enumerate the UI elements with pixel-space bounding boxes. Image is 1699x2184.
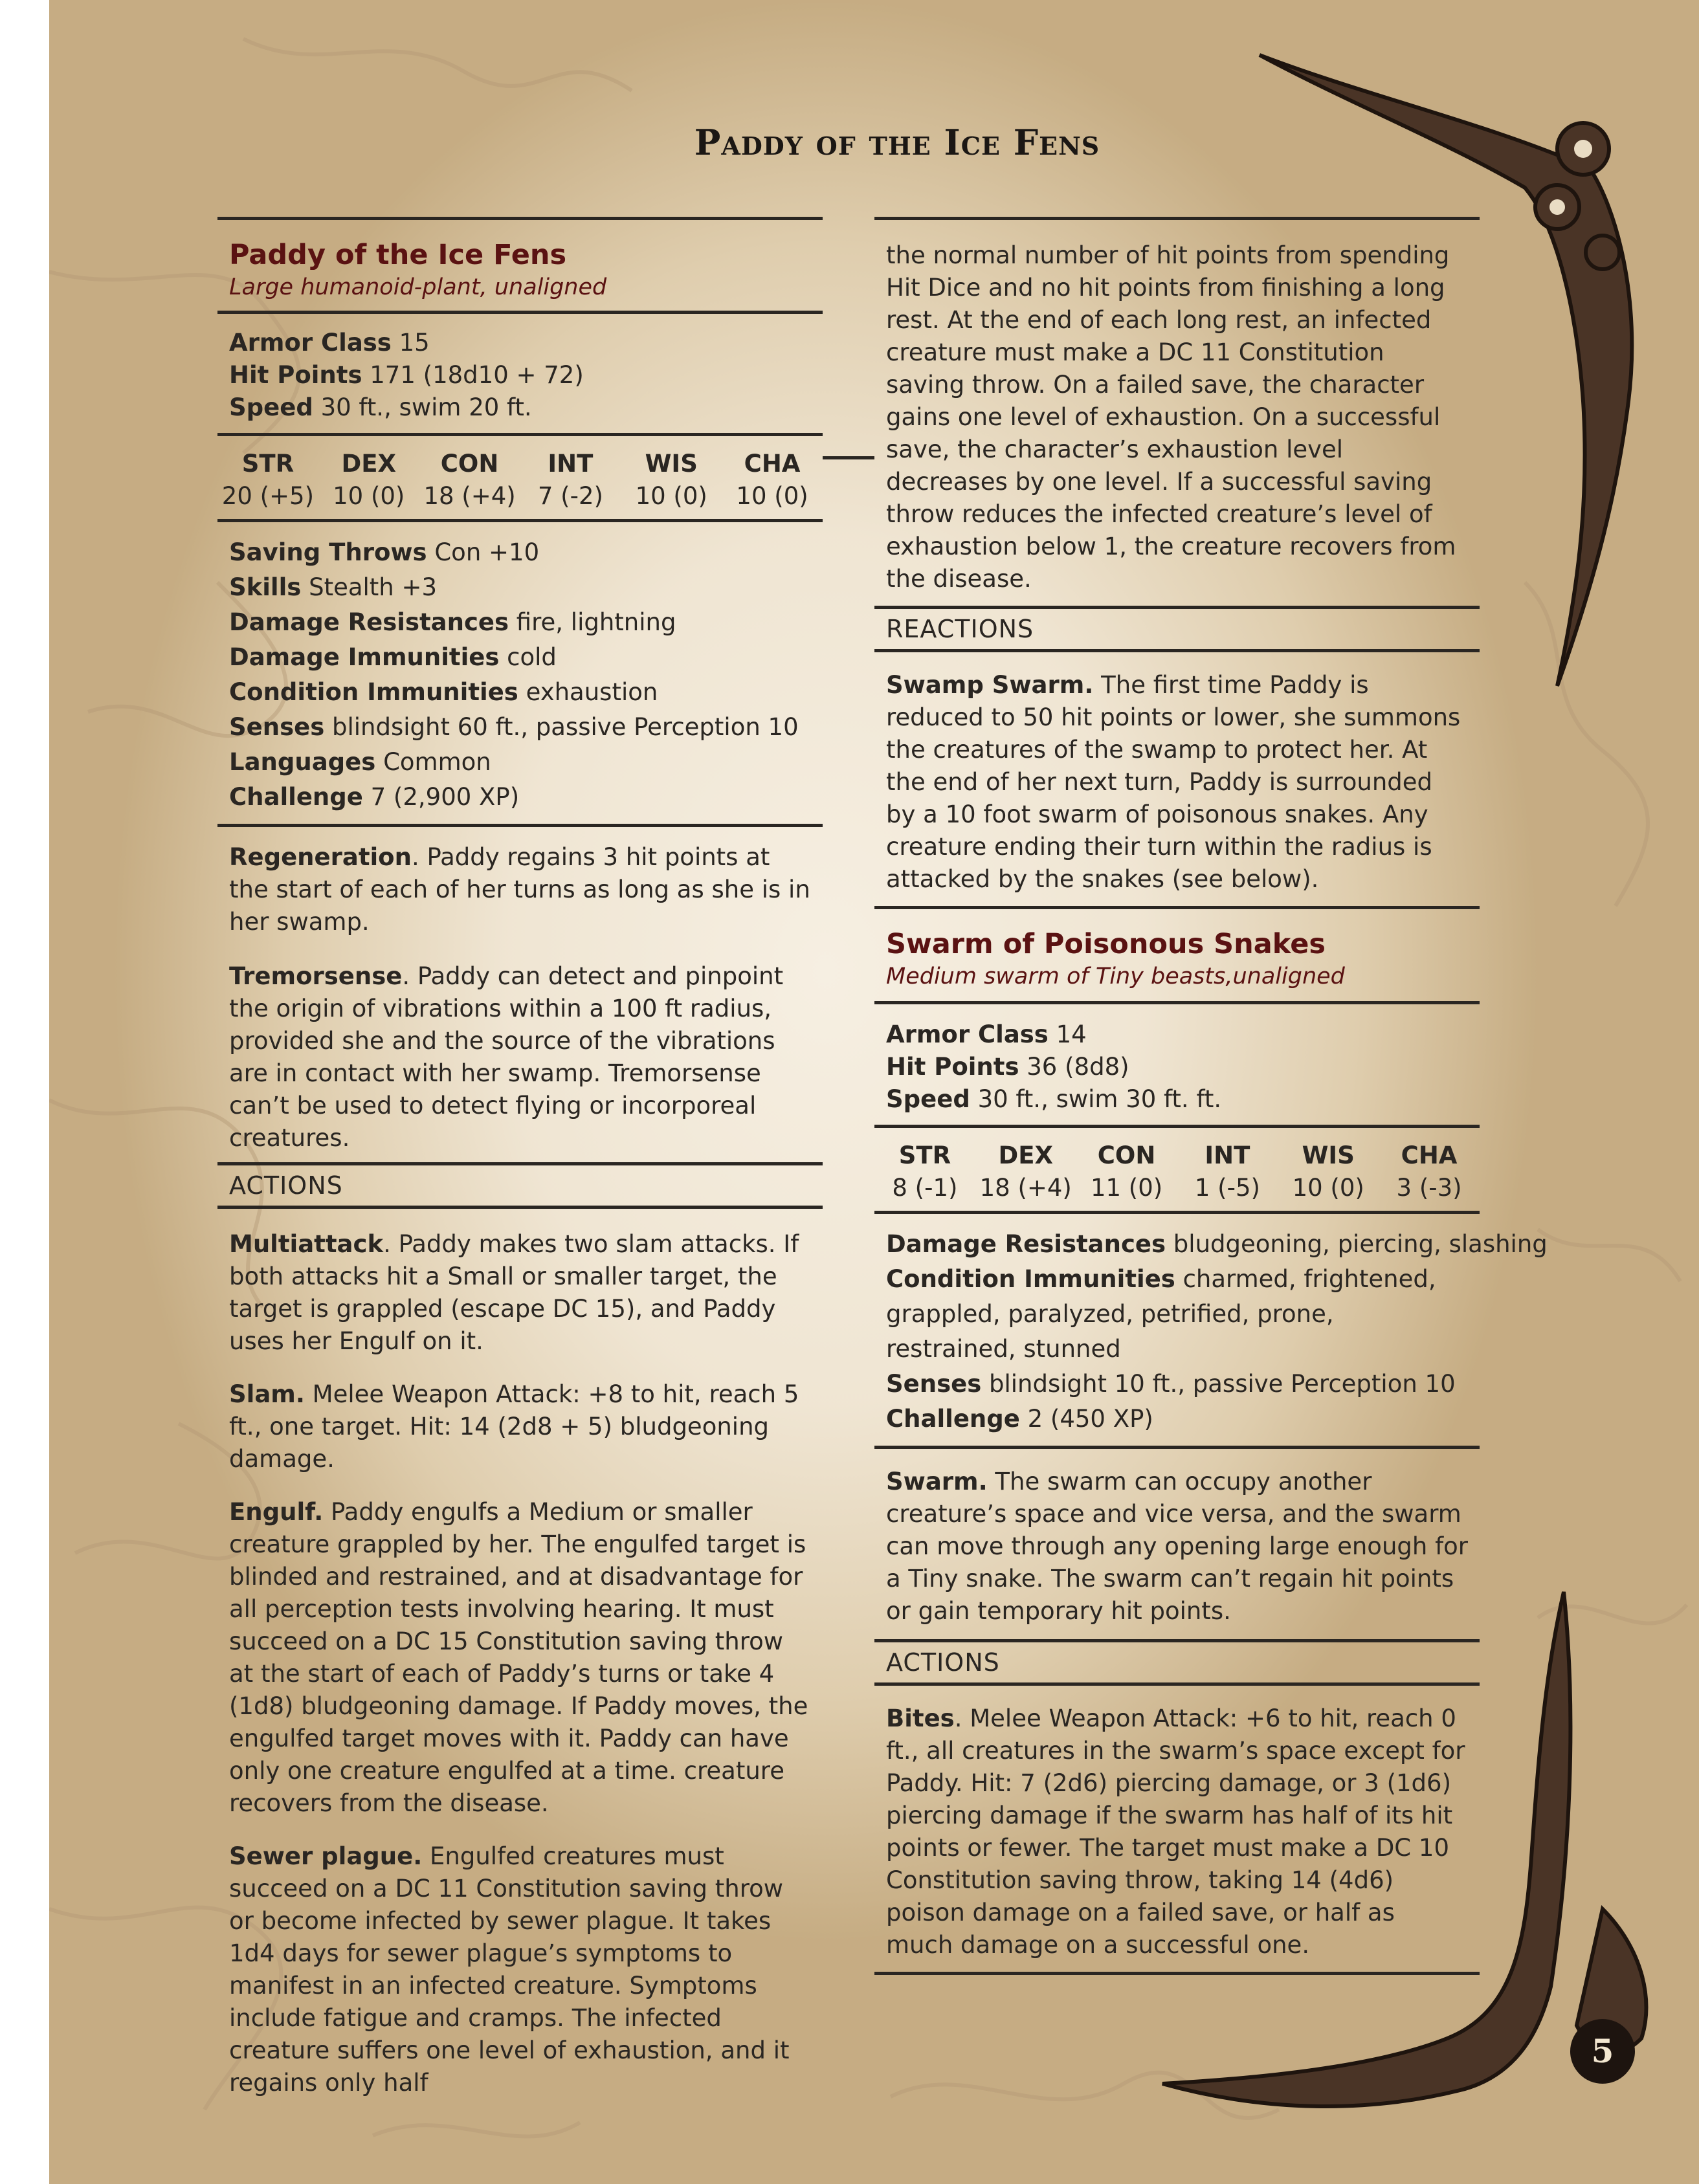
divider (874, 1972, 1480, 1975)
reaction-swamp-swarm: Swamp Swarm. The first time Paddy is reduced to 50 hit points or lower, she summons the creatures of the swamp to protect her. At the end of her next turn, Paddy is surrounded by a 10 foot swarm of poisonous snakes. Any creature ending their turn within the radius is attacked by the snakes (see below). (886, 671, 1461, 893)
armor-class: Armor Class 14 (886, 1020, 1087, 1048)
right-column (874, 217, 1548, 1975)
hit-points: Hit Points 36 (8d8) (886, 1053, 1129, 1081)
trait-regeneration: Regeneration. Paddy regains 3 hit points at the start of each of her turns as long as she is in her swamp. (229, 843, 810, 936)
damage-resistances: Damage Resistances bludgeoning, piercing, slashing (886, 1230, 1548, 1258)
actions-heading: ACTIONS (229, 1171, 343, 1200)
skills: Skills Stealth +3 (229, 573, 438, 601)
ability-headers: STR DEX CON INT WIS CHA (898, 1142, 1458, 1169)
armor-class: Armor Class 15 (229, 329, 430, 357)
statblock-name: Paddy of the Ice Fens (229, 239, 567, 271)
challenge: Challenge 2 (450 XP) (886, 1405, 1153, 1433)
hit-points: Hit Points 171 (18d10 + 72) (229, 361, 584, 389)
saving-throws: Saving Throws Con +10 (229, 538, 540, 566)
ability-scores: 8 (-1) 18 (+4) 11 (0) 1 (-5) 10 (0) 3 (-3) (892, 1174, 1462, 1202)
damage-immunities: Damage Immunities cold (229, 643, 557, 671)
ability-scores: 20 (+5) 10 (0) 18 (+4) 7 (-2) 10 (0) 10 (0) (221, 482, 808, 510)
challenge: Challenge 7 (2,900 XP) (229, 783, 520, 811)
action-bites: Bites. Melee Weapon Attack: +6 to hit, reach 0 ft., all creatures in the swarm’s space except for Paddy. Hit: 7 (2d6) piercing damage, or 3 (1d6) piercing damage if the swarm has half of its hit points or fewer. The target must make a DC 10 Constitution saving throw, taking 14 (4d6) poison damage on a failed save, or half as much damage on a successful one. (886, 1704, 1465, 1959)
page (49, 0, 1699, 2184)
statblock-name: Swarm of Poisonous Snakes (886, 928, 1326, 960)
damage-resistances: Damage Resistances fire, lightning (229, 608, 676, 636)
page-number: 5 (1570, 2019, 1635, 2084)
ability-headers: STR DEX CON INT WIS CHA (241, 450, 801, 478)
action-multiattack: Multiattack. Paddy makes two slam attacks. If both attacks hit a Small or smaller target, the target is grappled (escape DC 15), and Paddy uses her Engulf on it. (229, 1230, 799, 1355)
statblock-type: Large humanoid-plant, unaligned (229, 274, 607, 300)
reactions-heading: REACTIONS (886, 615, 1034, 643)
left-column (217, 217, 823, 2099)
sewer-plague-continued: the normal number of hit points from spending Hit Dice and no hit points from finishing a long rest. At the end of each long rest, an infected creature must make a DC 11 Constitution saving throw. On a failed save, the character gains one level of exhaustion. On a successful save, the character’s exhaustion level decreases by one level. If a successful saving throw reduces the infected creature’s level of exhaustion below 1, the creature recovers from the disease. (886, 241, 1456, 593)
action-sewer-plague: Sewer plague. Engulfed creatures must succeed on a DC 11 Constitution saving throw or become infected by sewer plague. It takes 1d4 days for sewer plague’s symptoms to manifest in an infected creature. Symptoms include fatigue and cramps. The infected creature suffers one level of exhaustion, and it regains only half (229, 1842, 790, 2097)
trait-tremorsense: Tremorsense. Paddy can detect and pinpoint the origin of vibrations within a 100 ft radius, provided she and the source of the vibrations are in contact with her swamp. Tremorsense can’t be used to detect flying or incorporeal creatures. (229, 962, 784, 1152)
actions-heading: ACTIONS (886, 1648, 1000, 1677)
senses: Senses blindsight 10 ft., passive Perception 10 (886, 1370, 1456, 1398)
condition-immunities: Condition Immunities exhaustion (229, 678, 658, 706)
trait-swarm: Swarm. The swarm can occupy another creature’s space and vice versa, and the swarm can move through any opening large enough for a Tiny snake. The swarm can’t regain hit points or gain temporary hit points. (886, 1468, 1468, 1625)
speed: Speed 30 ft., swim 20 ft. (229, 393, 532, 421)
action-engulf: Engulf. Paddy engulfs a Medium or smaller creature grappled by her. The engulfed target is blinded and restrained, and at disadvantage for all perception tests involving hearing. It must succeed on a DC 15 Constitution saving throw at the start of each of Paddy’s turns or take 4 (1d8) bludgeoning damage. If Paddy moves, the engulfed target moves with it. Paddy can have only one creature engulfed at a time. creature recovers from the disease. (229, 1498, 808, 1817)
speed: Speed 30 ft., swim 30 ft. ft. (886, 1085, 1222, 1113)
condition-immunities: Condition Immunities charmed, frightened, grappled, paralyzed, petrified, prone, restrained, stunned (886, 1265, 1436, 1363)
statblock-type: Medium swarm of Tiny beasts,unaligned (886, 964, 1345, 989)
languages: Languages Common (229, 748, 491, 776)
action-slam: Slam. Melee Weapon Attack: +8 to hit, reach 5 ft., one target. Hit: 14 (2d8 + 5) bludgeoning damage. (229, 1380, 799, 1473)
divider (823, 456, 874, 459)
page-title: Paddy of the Ice Fens (694, 122, 1100, 163)
senses: Senses blindsight 60 ft., passive Perception 10 (229, 713, 799, 741)
